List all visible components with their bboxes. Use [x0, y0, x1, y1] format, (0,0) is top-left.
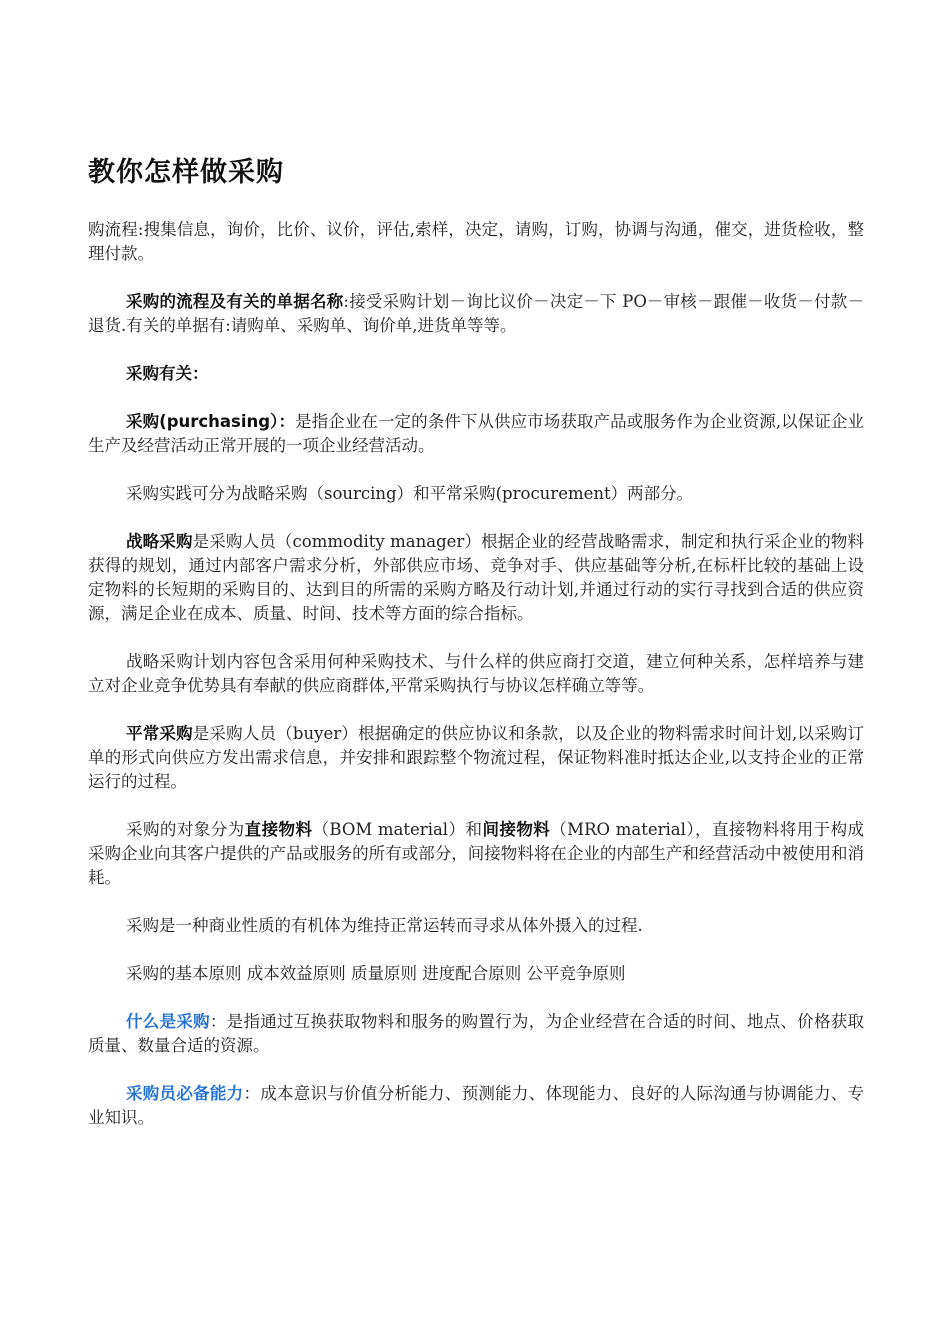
- related-heading-label: 采购有关：: [126, 364, 209, 383]
- routine-purchasing-text: 是采购人员（buyer）根据确定的供应协议和条款，以及企业的物料需求时间计划,以采购订单的形式向供应方发出需求信息，并安排和跟踪整个物流过程，保证物料准时抵达企业,以支持企业的正常运行的过程。: [88, 724, 864, 791]
- process-documents-label: 采购的流程及有关的单据名称: [126, 292, 344, 311]
- paragraph-related-heading: [88, 362, 864, 386]
- what-is-purchasing-text: ：是指通过互换获取物料和服务的购置行为，为企业经营在合适的时间、地点、价格获取质量、数量合适的资源。: [88, 1012, 865, 1055]
- strategic-purchasing-text: 是采购人员（commodity manager）根据企业的经营战略需求，制定和执行采企业的物料获得的规划，通过内部客户需求分析，外部供应市场、竞争对手、供应基础等分析,在标杆比较的基础上设定物料的长短期的采购目的、达到目的所需的采购方略及行动计划,并通过行动的实行寻找到合适的供应资源，满足企业在成本、质量、时间、技术等方面的综合指标。: [88, 532, 864, 623]
- process-documents-text: :接受采购计划－询比议价－决定－下 PO－审核－跟催－收货－付款－退货.有关的单据有:请购单、采购单、询价单,进货单等等。: [88, 292, 865, 335]
- paragraph-strategic-purchasing: [88, 530, 864, 626]
- direct-material-label: 直接物料: [244, 820, 313, 839]
- routine-purchasing-label: 平常采购: [126, 724, 193, 743]
- document-title: 教你怎样做采购: [88, 157, 284, 188]
- paragraph-purchasing-definition: [88, 410, 864, 458]
- indirect-material-label: 间接物料: [482, 820, 551, 839]
- objects-text-a: 采购的对象分为: [126, 820, 245, 839]
- paragraph-organism: 采购是一种商业性质的有机体为维持正常运转而寻求从体外摄入的过程.: [126, 916, 643, 935]
- paragraph-principles: 采购的基本原则 成本效益原则 质量原则 进度配合原则 公平竞争原则: [126, 964, 626, 983]
- purchasing-label: 采购(purchasing）：: [126, 412, 296, 431]
- paragraph-procurement-flow: 购流程:搜集信息，询价，比价、议价，评估,索样，决定，请购，订购，协调与沟通，催交，进货检收，整理付款。: [88, 220, 864, 263]
- paragraph-what-is-purchasing: [88, 1010, 864, 1058]
- paragraph-strategic-plan: 战略采购计划内容包含采用何种采购技术、与什么样的供应商打交道，建立何种关系，怎样培养与建立对企业竞争优势具有奉献的供应商群体,平常采购执行与协议怎样确立等等。: [88, 652, 864, 695]
- paragraph-routine-purchasing: [88, 722, 864, 794]
- document-body: [88, 218, 864, 1154]
- what-is-purchasing-label: 什么是采购: [126, 1012, 210, 1031]
- paragraph-buyer-abilities: [88, 1082, 864, 1130]
- paragraph-practice-split: 采购实践可分为战略采购（sourcing）和平常采购(procurement）两部分。: [126, 484, 694, 503]
- objects-text-b: （BOM material）和: [312, 820, 483, 839]
- paragraph-process-documents: [88, 290, 864, 338]
- objects-text-c: （MRO material），直接物料将用于构成采购企业向其客户提供的产品或服务的所有或部分，间接物料将在企业的内部生产和经营活动中被使用和消耗。: [88, 820, 865, 887]
- buyer-abilities-label: 采购员必备能力: [126, 1084, 244, 1103]
- strategic-purchasing-label: 战略采购: [126, 532, 193, 551]
- buyer-abilities-text: ：成本意识与价值分析能力、预测能力、体现能力、良好的人际沟通与协调能力、专业知识。: [88, 1084, 865, 1127]
- purchasing-text: 是指企业在一定的条件下从供应市场获取产品或服务作为企业资源,以保证企业生产及经营活动正常开展的一项企业经营活动。: [88, 412, 864, 455]
- paragraph-purchase-objects: [88, 818, 864, 890]
